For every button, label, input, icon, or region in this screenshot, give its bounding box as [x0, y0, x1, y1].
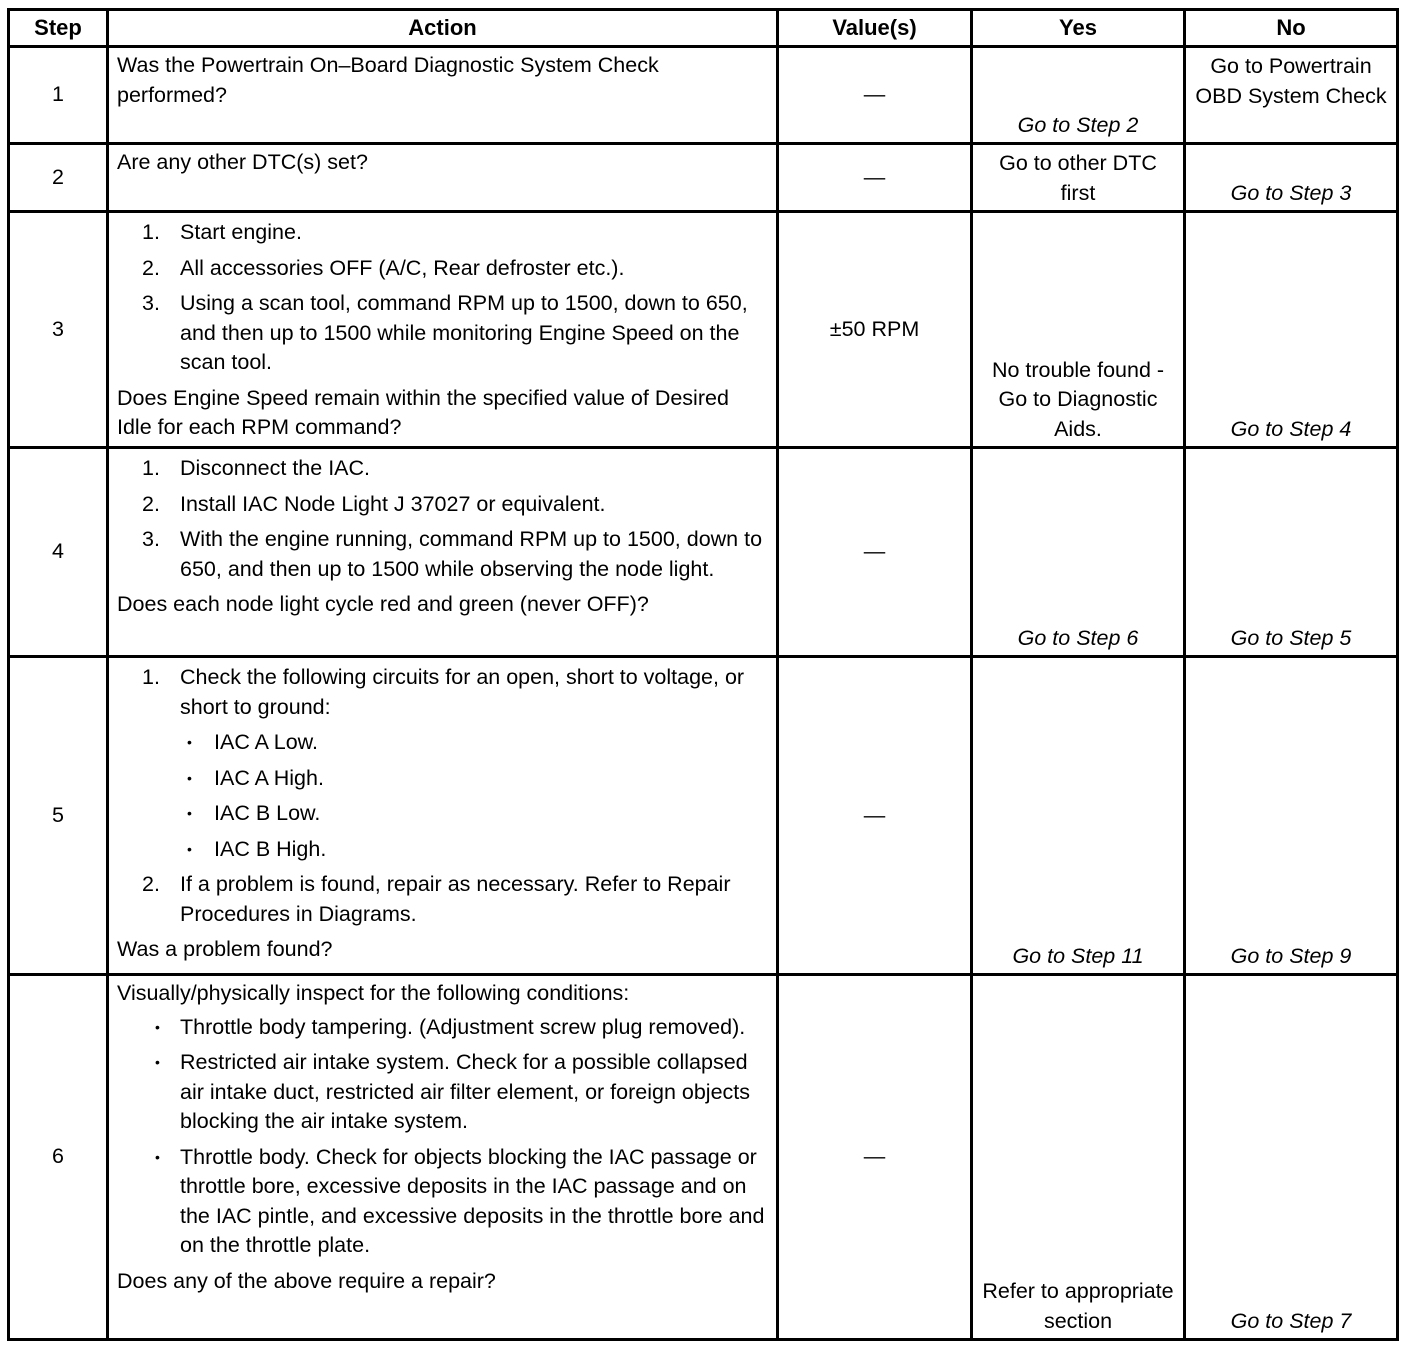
circuit-list-item: • IAC A High. [117, 764, 768, 794]
action-question: Does Engine Speed remain within the specified value of Desired Idle for each RPM command? [117, 385, 729, 439]
action-cell [108, 212, 778, 448]
header-row [9, 10, 1398, 47]
action-question: Does each node light cycle red and green (never OFF)? [117, 592, 649, 616]
header-no: No [1185, 10, 1398, 47]
yes-cell: No trouble found - Go to Diagnostic Aids. [972, 212, 1185, 448]
action-step-item: 3. With the engine running, command RPM up to 1500, down to 650, and then up to 1500 while observing the node light. [142, 527, 763, 581]
step-number: 2 [9, 144, 108, 212]
action-question: Does any of the above require a repair? [117, 1268, 496, 1293]
yes-goto: Go to Step 11 [1012, 943, 1144, 968]
header-value: Value(s) [778, 10, 972, 47]
no-cell [1185, 212, 1398, 448]
header-yes: Yes [972, 10, 1185, 47]
table-row [9, 212, 1398, 448]
action-step-item: 3. Using a scan tool, command RPM up to 1500, down to 650, and then up to 1500 while monitoring Engine Speed on the scan tool. [142, 291, 748, 374]
action-step-item: 1. Disconnect the IAC. [142, 456, 371, 480]
action-question: Are any other DTC(s) set? [117, 150, 368, 174]
action-cell [108, 448, 778, 657]
value-cell: — [778, 47, 972, 144]
condition-list-item: • Throttle body tampering. (Adjustment screw plug removed). [117, 1013, 768, 1043]
circuit-list-item: • IAC B High. [117, 835, 768, 865]
header-step: Step [9, 10, 108, 47]
condition-list-item: • Restricted air intake system. Check for a possible collapsed air intake duct, restricted air filter element, or foreign objects blocking the air intake system. [117, 1048, 768, 1137]
action-question: Was a problem found? [117, 937, 333, 961]
no-goto: Go to Step 9 [1230, 943, 1352, 968]
value-cell: ±50 RPM [778, 212, 972, 448]
table-row [9, 448, 1398, 657]
table-row [9, 975, 1398, 1340]
no-goto: Go to Step 4 [1230, 416, 1352, 441]
step-number: 1 [9, 47, 108, 144]
no-goto: Go to Step 3 [1230, 180, 1352, 205]
value-cell: — [778, 657, 972, 975]
yes-goto: Go to Step 6 [1017, 625, 1139, 650]
condition-list-item: • Throttle body. Check for objects blocking the IAC passage or throttle bore, excessive deposits in the IAC passage and on the IAC pintle, and excessive deposits in the throttle bore and on the throttle plate. [117, 1143, 768, 1261]
no-goto: Go to Step 5 [1230, 625, 1352, 650]
yes-cell [972, 448, 1185, 657]
action-cell [108, 47, 778, 144]
yes-cell: Refer to appropriate section [972, 975, 1185, 1340]
circuit-list-item: • IAC B Low. [117, 799, 768, 829]
header-action: Action [108, 10, 778, 47]
action-cell [108, 975, 778, 1340]
step-number: 6 [9, 975, 108, 1340]
action-step-item: 1. Check the following circuits for an open, short to voltage, or short to ground: [142, 665, 745, 719]
action-step-item: 2. Install IAC Node Light J 37027 or equivalent. [142, 491, 606, 516]
no-cell [1185, 657, 1398, 975]
yes-cell [972, 657, 1185, 975]
action-question: Was the Powertrain On–Board Diagnostic System Check performed? [117, 53, 659, 107]
no-goto: Go to Step 7 [1230, 1308, 1352, 1333]
action-step-item: 2. If a problem is found, repair as necessary. Refer to Repair Procedures in Diagrams. [142, 872, 731, 926]
yes-cell [972, 47, 1185, 144]
action-cell [108, 657, 778, 975]
no-cell: Go to Powertrain OBD System Check [1185, 47, 1398, 144]
yes-cell: Go to other DTC first [972, 144, 1185, 212]
no-cell [1185, 144, 1398, 212]
yes-goto: Go to Step 2 [1017, 112, 1139, 137]
value-cell: — [778, 975, 972, 1340]
action-step-item: 2. All accessories OFF (A/C, Rear defroster etc.). [142, 255, 625, 280]
no-cell [1185, 975, 1398, 1340]
action-step-item: 1. Start engine. [142, 220, 302, 244]
action-intro: Visually/physically inspect for the following conditions: [117, 981, 630, 1005]
step-number: 4 [9, 448, 108, 657]
value-cell: — [778, 144, 972, 212]
table-row [9, 47, 1398, 144]
table-row [9, 657, 1398, 975]
circuit-list-item: • IAC A Low. [117, 728, 768, 758]
step-number: 3 [9, 212, 108, 448]
action-cell [108, 144, 778, 212]
diagnostic-table [7, 8, 1399, 1341]
no-cell [1185, 448, 1398, 657]
step-number: 5 [9, 657, 108, 975]
table-row [9, 144, 1398, 212]
value-cell: — [778, 448, 972, 657]
